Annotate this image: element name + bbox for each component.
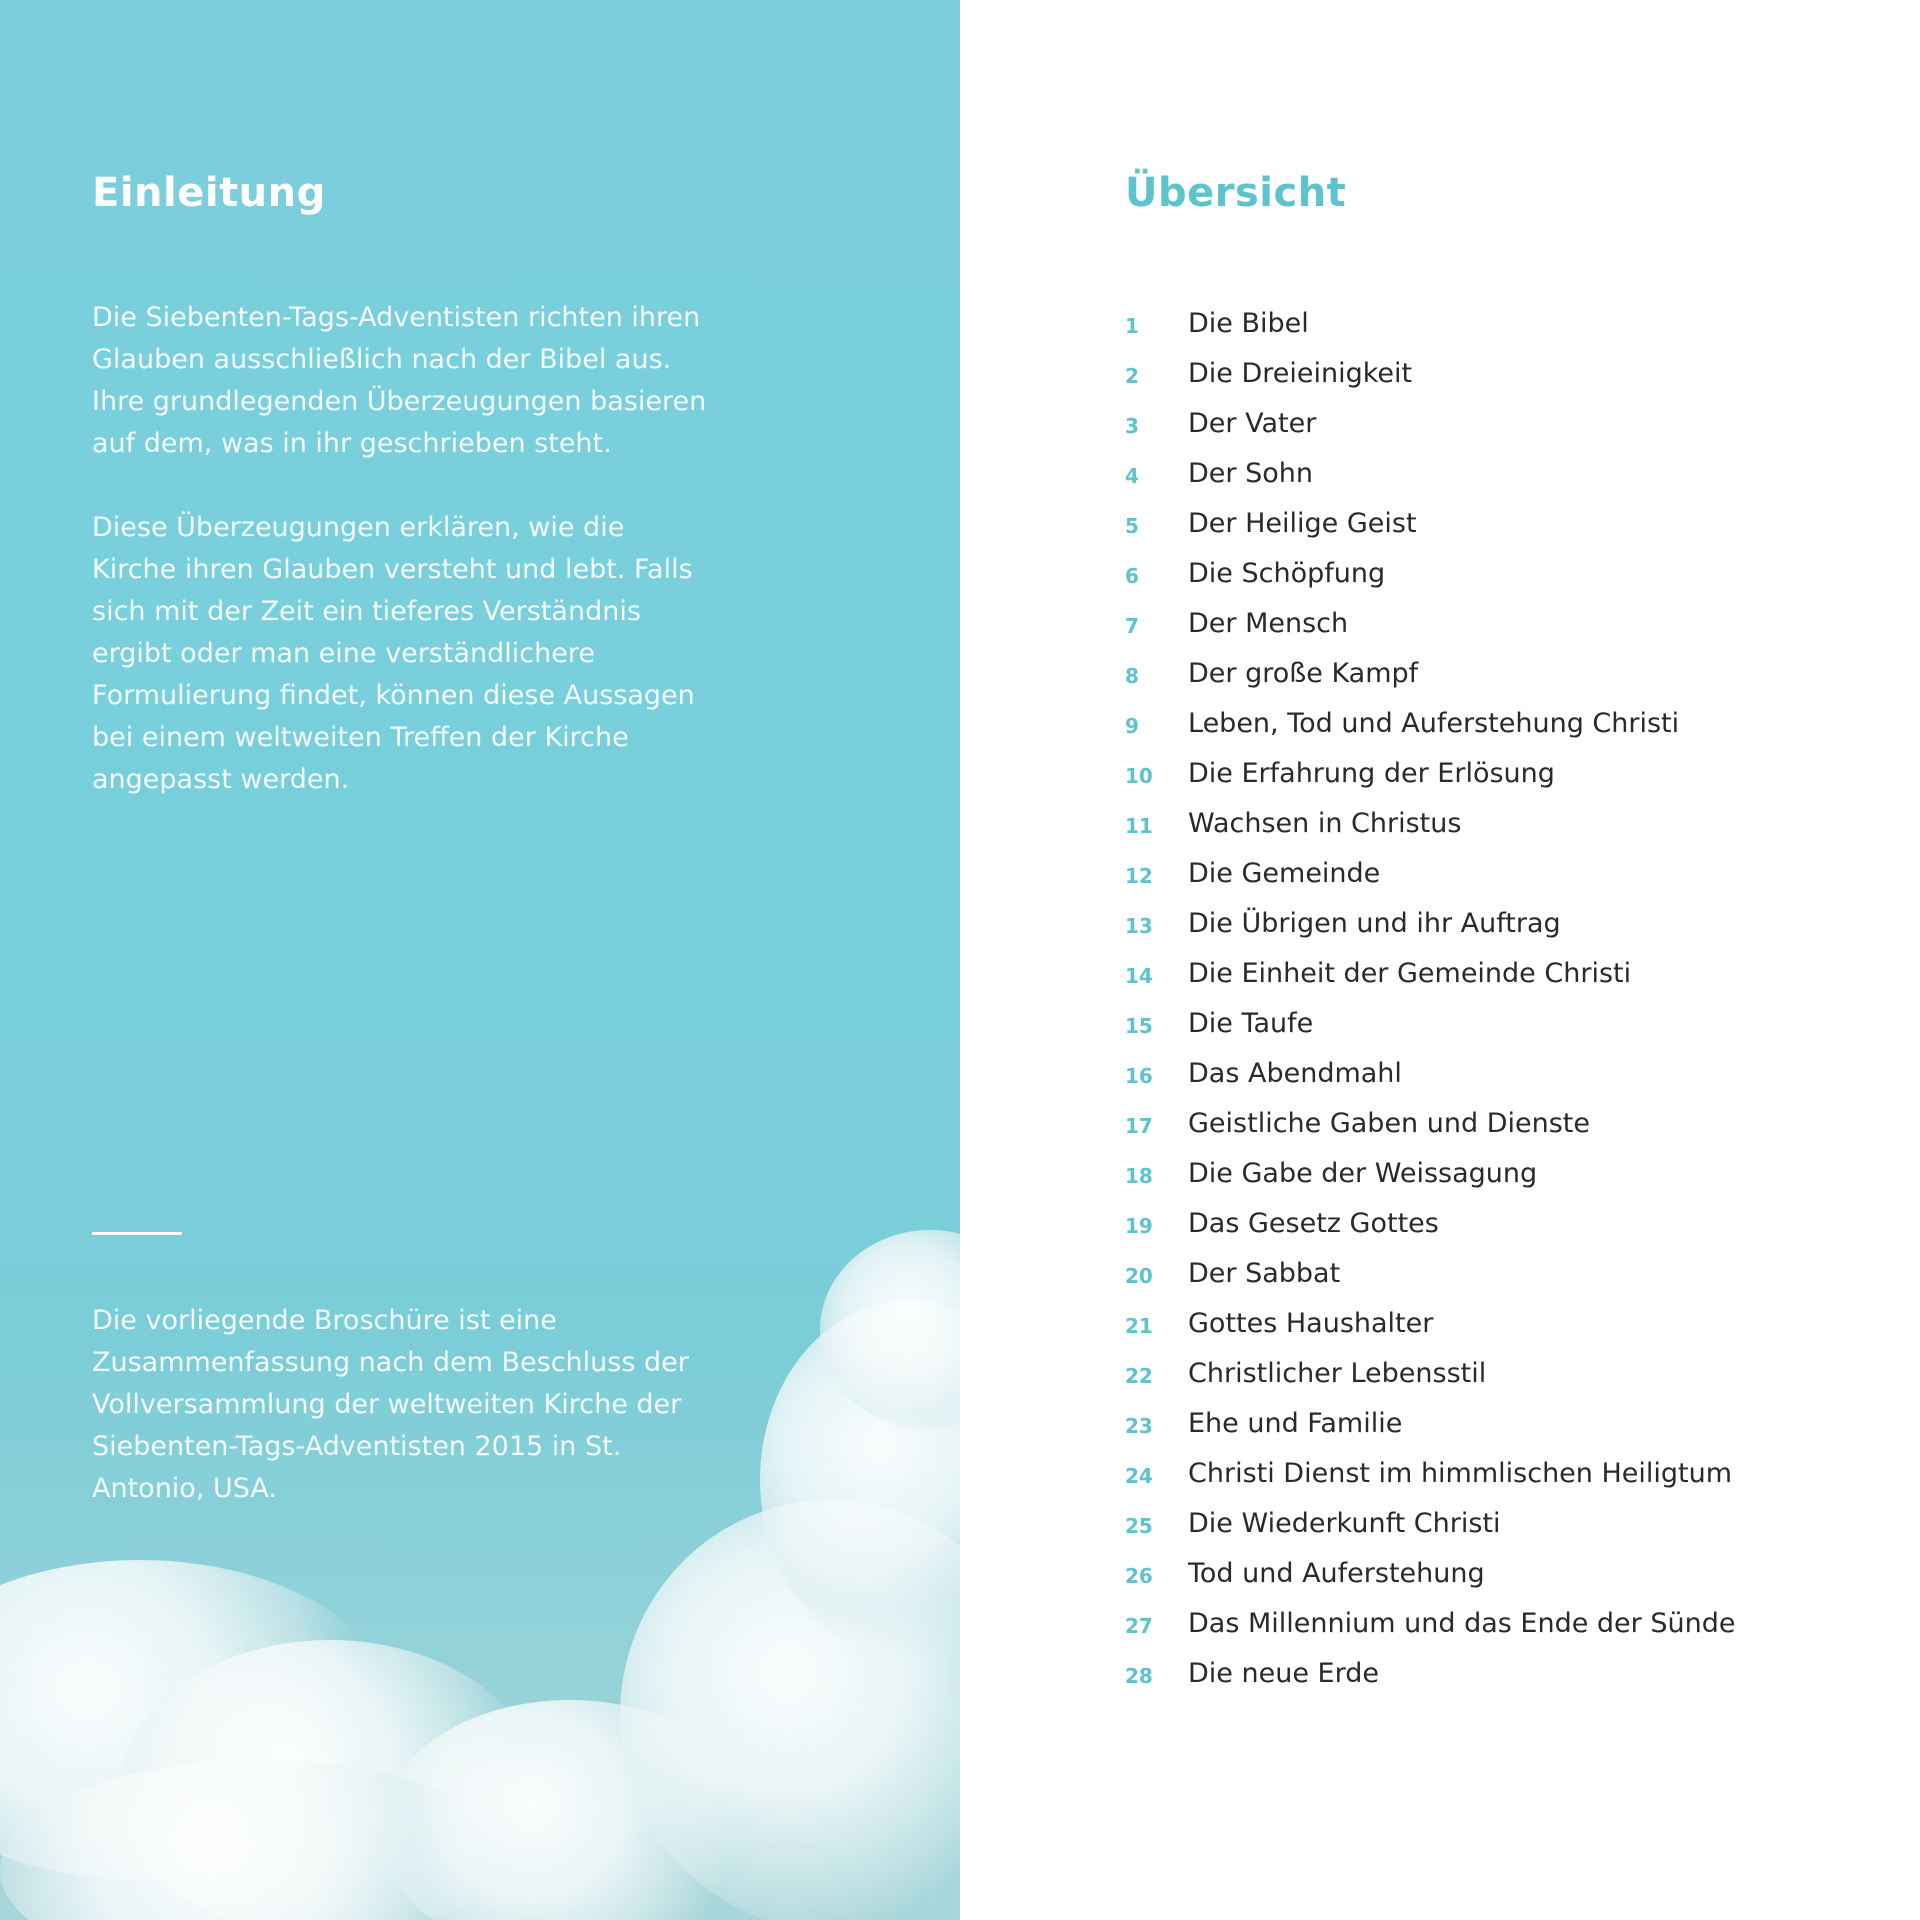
toc-item-title: Die Erfahrung der Erlösung xyxy=(1188,757,1555,789)
toc-item xyxy=(1125,798,1845,848)
toc-item-title: Christlicher Lebensstil xyxy=(1188,1357,1487,1389)
intro-paragraph-1: Die Siebenten-Tags-Adventisten richten ihren Glauben ausschließlich nach der Bibel aus. Ihre grundlegenden Überzeugungen basieren auf dem, was in ihr geschrieben steht. xyxy=(92,302,707,459)
toc-item-number: 13 xyxy=(1125,914,1153,938)
toc-item-number: 21 xyxy=(1125,1314,1153,1338)
toc-item xyxy=(1125,648,1845,698)
toc-item xyxy=(1125,698,1845,748)
toc-item-title: Die Gemeinde xyxy=(1188,857,1381,889)
toc-item-title: Wachsen in Christus xyxy=(1188,807,1462,839)
toc-item xyxy=(1125,1248,1845,1298)
intro-heading: Einleitung xyxy=(92,170,326,216)
toc-item xyxy=(1125,448,1845,498)
toc-item-number: 3 xyxy=(1125,414,1139,438)
toc-item xyxy=(1125,1448,1845,1498)
toc-item-title: Der Sabbat xyxy=(1188,1257,1341,1289)
toc-item-title: Die Schöpfung xyxy=(1188,557,1386,589)
toc-item-number: 25 xyxy=(1125,1514,1153,1538)
toc-item xyxy=(1125,1548,1845,1598)
toc-item-title: Das Millennium und das Ende der Sünde xyxy=(1188,1607,1736,1639)
toc-item-number: 18 xyxy=(1125,1164,1153,1188)
toc-item xyxy=(1125,1498,1845,1548)
toc-item-number: 1 xyxy=(1125,314,1139,338)
toc-item-number: 20 xyxy=(1125,1264,1153,1288)
toc-item-number: 12 xyxy=(1125,864,1153,888)
toc-item-number: 4 xyxy=(1125,464,1139,488)
toc-item-number: 23 xyxy=(1125,1414,1153,1438)
toc-item-title: Die Wiederkunft Christi xyxy=(1188,1507,1501,1539)
toc-item-number: 16 xyxy=(1125,1064,1153,1088)
toc-item-title: Das Abendmahl xyxy=(1188,1057,1402,1089)
toc-item xyxy=(1125,748,1845,798)
divider xyxy=(92,1232,182,1235)
toc-item-title: Leben, Tod und Auferstehung Christi xyxy=(1188,707,1680,739)
toc-item xyxy=(1125,1598,1845,1648)
toc-item-title: Tod und Auferstehung xyxy=(1188,1557,1485,1589)
toc-item xyxy=(1125,1148,1845,1198)
toc-item xyxy=(1125,948,1845,998)
toc-list xyxy=(1125,298,1845,1698)
toc-item-number: 5 xyxy=(1125,514,1139,538)
toc-item-title: Geistliche Gaben und Dienste xyxy=(1188,1107,1590,1139)
toc-item xyxy=(1125,298,1845,348)
toc-item xyxy=(1125,1648,1845,1698)
toc-item xyxy=(1125,548,1845,598)
toc-item xyxy=(1125,598,1845,648)
toc-item xyxy=(1125,348,1845,398)
intro-paragraph-3: Die vorliegende Broschüre ist eine Zusammenfassung nach dem Beschluss der Vollversammlung der weltweiten Kirche der Siebenten-Tags-Adventisten 2015 in St. Antonio, USA. xyxy=(92,1305,689,1504)
toc-item xyxy=(1125,398,1845,448)
toc-item xyxy=(1125,1298,1845,1348)
toc-item-title: Die Gabe der Weissagung xyxy=(1188,1157,1538,1189)
toc-item-number: 9 xyxy=(1125,714,1139,738)
toc-item-title: Der Mensch xyxy=(1188,607,1349,639)
toc-item xyxy=(1125,1198,1845,1248)
toc-item-title: Ehe und Familie xyxy=(1188,1407,1403,1439)
toc-item-number: 19 xyxy=(1125,1214,1153,1238)
toc-item xyxy=(1125,898,1845,948)
toc-item-number: 7 xyxy=(1125,614,1139,638)
toc-item-number: 17 xyxy=(1125,1114,1153,1138)
toc-item xyxy=(1125,498,1845,548)
toc-item-number: 27 xyxy=(1125,1614,1153,1638)
toc-item-title: Der Heilige Geist xyxy=(1188,507,1417,539)
toc-item-title: Gottes Haushalter xyxy=(1188,1307,1434,1339)
toc-item xyxy=(1125,1348,1845,1398)
toc-item-title: Der Vater xyxy=(1188,407,1317,439)
toc-item xyxy=(1125,1398,1845,1448)
toc-item-title: Die Taufe xyxy=(1188,1007,1314,1039)
overview-heading: Übersicht xyxy=(1125,170,1347,216)
toc-item-number: 24 xyxy=(1125,1464,1153,1488)
toc-item-number: 28 xyxy=(1125,1664,1153,1688)
toc-item-number: 15 xyxy=(1125,1014,1153,1038)
toc-item-number: 26 xyxy=(1125,1564,1153,1588)
intro-paragraph-2: Diese Überzeugungen erklären, wie die Kirche ihren Glauben versteht und lebt. Falls sich mit der Zeit ein tieferes Verständnis ergibt oder man eine verständlichere Formulierung findet, können diese Aussagen bei einem weltweiten Treffen der Kirche angepasst werden. xyxy=(92,512,695,795)
toc-item-title: Christi Dienst im himmlischen Heiligtum xyxy=(1188,1457,1733,1489)
toc-item-title: Die Bibel xyxy=(1188,307,1309,339)
toc-item xyxy=(1125,848,1845,898)
toc-item-title: Die Übrigen und ihr Auftrag xyxy=(1188,907,1561,939)
toc-item-number: 10 xyxy=(1125,764,1153,788)
toc-item-title: Die Dreieinigkeit xyxy=(1188,357,1413,389)
toc-item-number: 14 xyxy=(1125,964,1153,988)
toc-item-number: 22 xyxy=(1125,1364,1153,1388)
toc-item-number: 11 xyxy=(1125,814,1153,838)
toc-item xyxy=(1125,1048,1845,1098)
toc-item-title: Die neue Erde xyxy=(1188,1657,1379,1689)
toc-item-title: Die Einheit der Gemeinde Christi xyxy=(1188,957,1632,989)
toc-item-title: Der große Kampf xyxy=(1188,657,1419,689)
toc-item-number: 6 xyxy=(1125,564,1139,588)
toc-item-number: 8 xyxy=(1125,664,1139,688)
toc-item-title: Das Gesetz Gottes xyxy=(1188,1207,1439,1239)
toc-item xyxy=(1125,998,1845,1048)
toc-item-title: Der Sohn xyxy=(1188,457,1313,489)
toc-item xyxy=(1125,1098,1845,1148)
toc-item-number: 2 xyxy=(1125,364,1139,388)
